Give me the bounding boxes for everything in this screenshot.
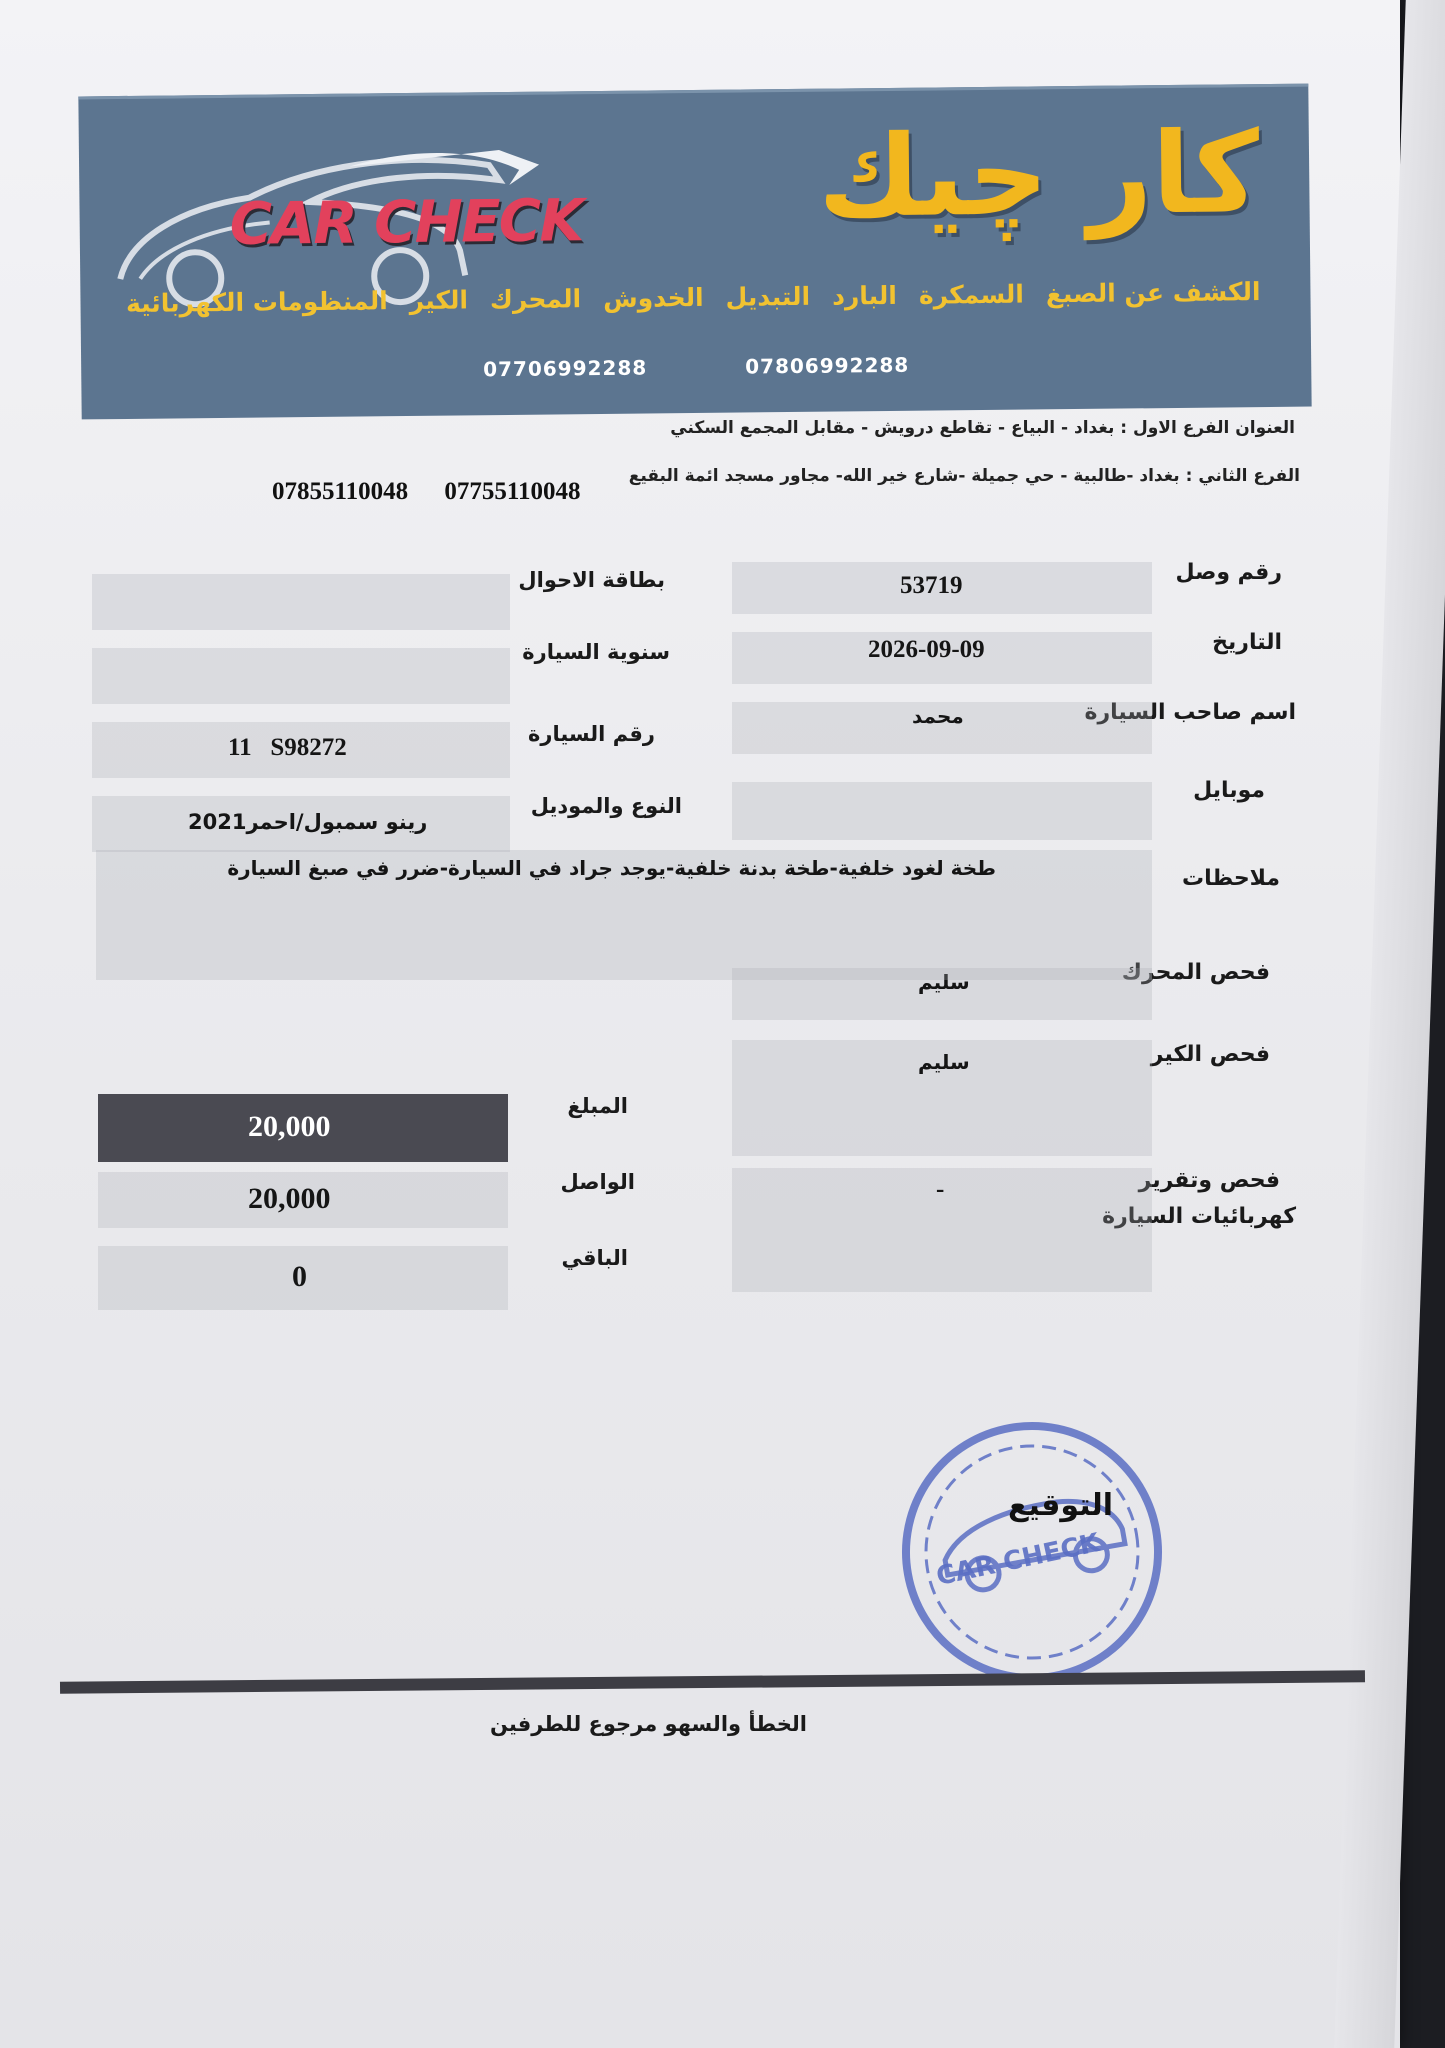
- plate-value: 11 S98272: [228, 734, 347, 761]
- gear-check-value: سليم: [918, 1050, 970, 1074]
- engine-check-label: فحص المحرك: [1121, 960, 1270, 985]
- engine-check-value: سليم: [918, 970, 970, 994]
- amount-value: 20,000: [248, 1110, 331, 1143]
- electrical-check-field: [732, 1168, 1152, 1292]
- paid-label: الواصل: [560, 1170, 635, 1194]
- electrical-check-label-1: فحص وتقرير: [1138, 1168, 1280, 1193]
- electrical-check-value: -: [936, 1176, 945, 1203]
- branch-phone: 07855110048: [272, 478, 409, 505]
- signature-label: التوقيع: [1008, 1488, 1113, 1523]
- remaining-value: 0: [292, 1260, 307, 1293]
- header-phone: 07806992288: [745, 352, 910, 379]
- address-branch-2: الفرع الثاني : بغداد -طالبية - حي جميلة -شارع خير الله- مجاور مسجد ائمة البقيع: [628, 466, 1300, 486]
- gear-check-label: فحص الكير: [1150, 1042, 1270, 1067]
- mobile-field: [732, 782, 1152, 840]
- id-card-field: [92, 574, 510, 630]
- paper-edge: [1334, 0, 1445, 2048]
- header-phones: [81, 349, 1311, 386]
- make-model-field: [92, 796, 510, 852]
- footer-note: الخطأ والسهو مرجوع للطرفين: [490, 1712, 807, 1736]
- service-item: المحرك: [489, 284, 582, 315]
- remaining-label: الباقي: [561, 1246, 628, 1270]
- service-item: الكير: [409, 285, 469, 315]
- id-card-label: بطاقة الاحوال: [518, 568, 665, 592]
- notes-field: [96, 850, 1152, 980]
- stamp-text: CAR CHECK: [933, 1528, 1103, 1592]
- gear-check-field: [732, 1040, 1152, 1156]
- footer-divider: [60, 1670, 1365, 1693]
- owner-name-field: [732, 702, 1152, 754]
- make-model-label: النوع والموديل: [530, 794, 682, 818]
- mobile-label: موبايل: [1193, 778, 1265, 803]
- branch-phone: 07755110048: [444, 478, 581, 505]
- plate-field: [92, 722, 510, 778]
- service-item: الخدوش: [602, 282, 704, 313]
- header-banner: [78, 84, 1311, 420]
- car-year-field: [92, 648, 510, 704]
- date-field: [732, 632, 1152, 684]
- plate-label: رقم السيارة: [527, 722, 655, 746]
- amount-field: [98, 1094, 508, 1162]
- remaining-field: [98, 1246, 508, 1310]
- service-item: البارد: [831, 280, 898, 311]
- date-label: التاريخ: [1212, 630, 1282, 655]
- address-branch-1: العنوان الفرع الاول : بغداد - البياع - تقاطع درويش - مقابل المجمع السكني: [670, 418, 1295, 438]
- receipt-number-value: 53719: [900, 572, 963, 599]
- receipt-number-field: [732, 562, 1152, 614]
- owner-name-label: اسم صاحب السيارة: [1084, 700, 1296, 725]
- service-item: المنظومات الكهربائية: [125, 286, 388, 318]
- service-item: التبديل: [725, 281, 811, 312]
- electrical-check-label-2: كهربائيات السيارة: [1102, 1204, 1296, 1229]
- make-model-value: رينو سمبول/احمر2021: [188, 810, 428, 834]
- amount-label: المبلغ: [567, 1094, 628, 1118]
- car-year-label: سنوية السيارة: [522, 640, 670, 664]
- paid-field: [98, 1172, 508, 1228]
- service-item: السمكرة: [918, 279, 1025, 310]
- header-phone: 07706992288: [483, 355, 648, 382]
- brand-name-english: CAR CHECK: [229, 186, 583, 258]
- notes-label: ملاحظات: [1182, 866, 1280, 891]
- receipt-number-label: رقم وصل: [1175, 560, 1282, 585]
- brand-name-arabic: كار چيك: [817, 108, 1260, 243]
- notes-value-line-1: طخة لغود خلفية-طخة بدنة خلفية-يوجد جراد في السيارة-ضرر في صبغ السيارة: [227, 856, 996, 880]
- date-value: 2026-09-09: [868, 636, 985, 663]
- owner-name-value: محمد: [912, 704, 964, 728]
- paid-value: 20,000: [248, 1182, 331, 1215]
- branch-phones: [272, 478, 611, 506]
- service-item: الكشف عن الصبغ: [1045, 277, 1261, 309]
